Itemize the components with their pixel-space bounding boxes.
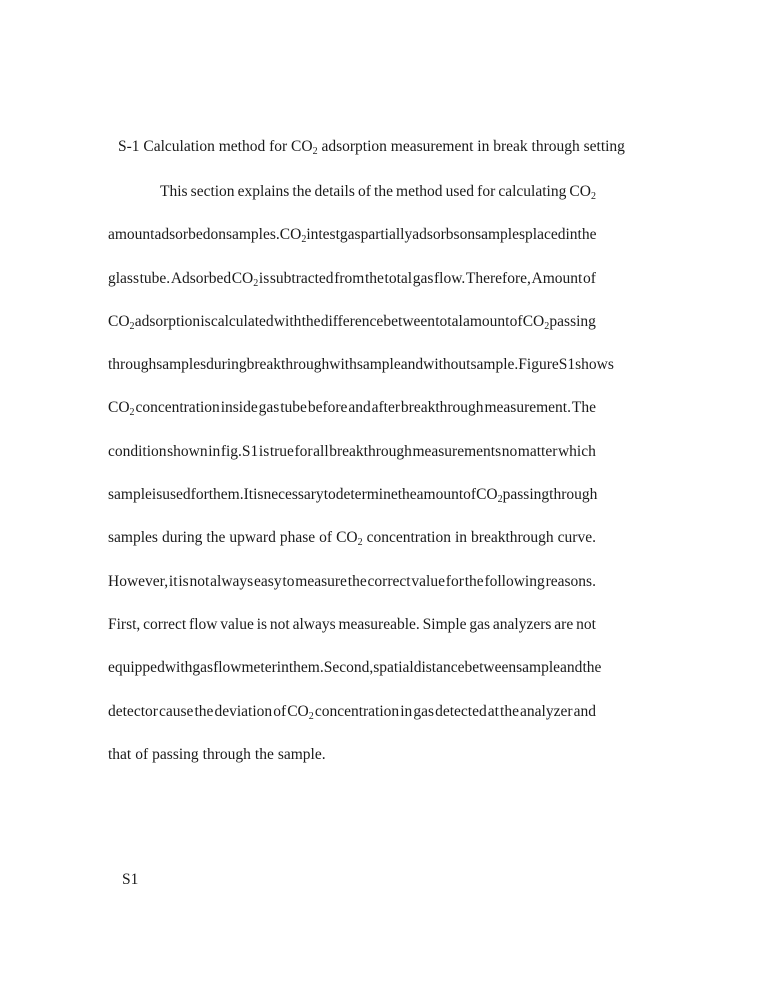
section-title: S-1 Calculation method for $CO_2$ adsorption measurement in break through setting <box>118 138 625 157</box>
paragraph-line: condition shown in fig.S1 is true for all breakthrough measurements no matter which <box>108 442 596 460</box>
paragraph-line: sample is used for them. It is necessary to determine the amount of $CO_2$ passing through <box>108 486 598 506</box>
paragraph-line: that of passing through the sample. <box>108 745 326 763</box>
body-paragraph <box>108 181 614 787</box>
paragraph-line: $CO_2$ concentration inside gas tube before and after breakthrough measurement. The <box>108 399 596 419</box>
paragraph-line: glass tube. Adsorbed $CO_2$ is subtracted from the total gas flow. Therefore, Amount of <box>108 269 596 289</box>
paragraph-line: detector cause the deviation of $CO_2$ concentration in gas detected at the analyzer and <box>108 702 596 722</box>
paragraph-line: equipped with gas flow meter in them. Second, spatial distance between sample and the <box>108 659 602 677</box>
paragraph-line: through samples during breakthrough with sample and without sample. Figure S1 shows <box>108 356 614 374</box>
paragraph-line: samples during the upward phase of $CO_2$ concentration in breakthrough curve. <box>108 529 596 549</box>
paragraph-line: First, correct flow value is not always measureable. Simple gas analyzers are not <box>108 615 596 633</box>
paragraph-line: $CO_2$ adsorption is calculated with the difference between total amount of $CO_2$ passing <box>108 312 596 332</box>
page-number: S1 <box>122 871 139 888</box>
paragraph-line: However, it is not always easy to measure the correct value for the following reasons. <box>108 572 596 590</box>
paragraph-line: This section explains the details of the method used for calculating $CO_2$ <box>160 183 596 202</box>
paragraph-line: amount adsorbed on samples. $CO_2$ in test gas partially adsorbs on samples placed in the <box>108 226 597 246</box>
